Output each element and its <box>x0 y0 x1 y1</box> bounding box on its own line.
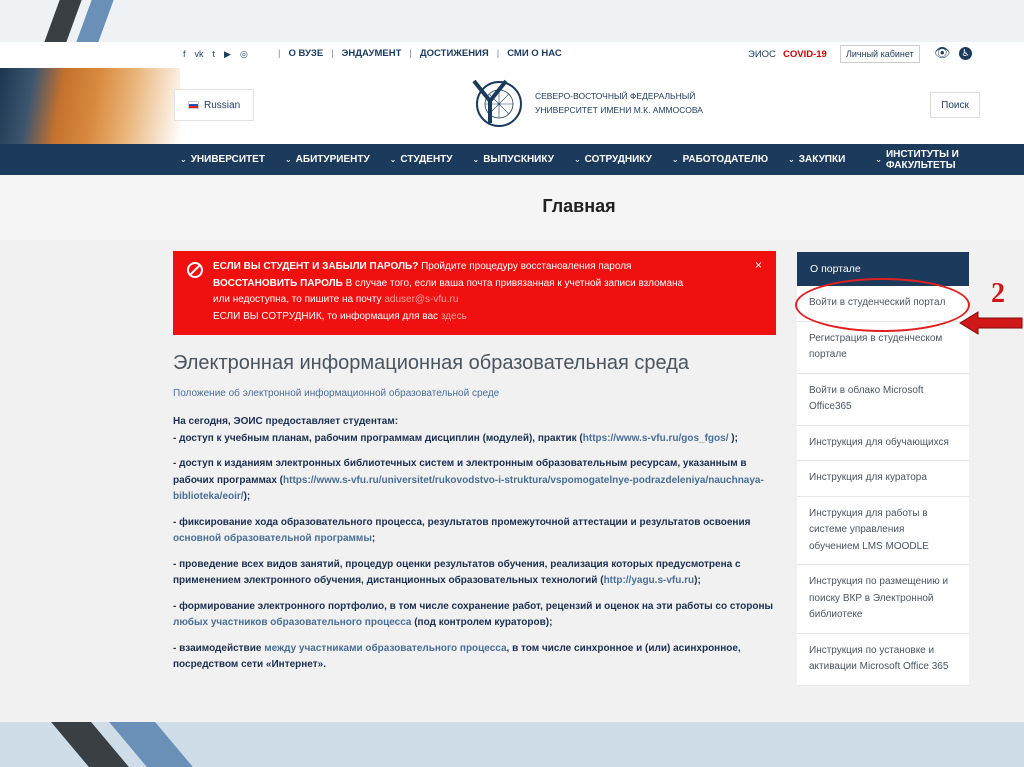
sidebar-item-moodle-guide[interactable]: Инструкция для работы в системе управления обучением LMS MOODLE <box>797 497 969 566</box>
section-title: Электронная информационная образовательная среда <box>173 352 690 374</box>
university-name[interactable] <box>535 89 703 117</box>
nav-label: АБИТУРИЕНТУ <box>295 154 370 165</box>
header-artwork <box>0 68 180 144</box>
chevron-down-icon: ⌄ <box>671 155 679 164</box>
nav-employer[interactable] <box>672 154 768 165</box>
participants-link[interactable]: любых участников образовательного процесса <box>173 617 412 628</box>
sidebar-item-vkr-guide[interactable]: Инструкция по размещению и поиску ВКР в Электронной библиотеке <box>797 565 969 634</box>
nav-applicant[interactable] <box>285 154 370 165</box>
search-button[interactable]: Поиск <box>930 92 980 118</box>
bullet-1 <box>173 414 778 447</box>
forbidden-icon <box>187 262 203 278</box>
password-alert <box>173 251 776 335</box>
bullet-4 <box>173 557 778 590</box>
university-name-line2: УНИВЕРСИТЕТ ИМЕНИ М.К. АММОСОВА <box>535 105 703 115</box>
accessibility-icon[interactable]: ♿ <box>959 47 972 60</box>
nav-student[interactable] <box>390 154 453 165</box>
page-title: Главная <box>542 196 616 216</box>
social-links <box>183 49 248 60</box>
between-participants-link[interactable]: между участниками образовательного процесса <box>264 642 507 654</box>
chevron-down-icon: ⌄ <box>788 155 795 164</box>
chevron-down-icon: ⌄ <box>180 155 187 164</box>
nav-label: УНИВЕРСИТЕТ <box>190 154 265 165</box>
nav-separator: | <box>409 48 412 59</box>
nav-label: ИНСТИТУТЫ И ФАКУЛЬТЕТЫ <box>885 148 959 171</box>
university-name-line1: СЕВЕРО-ВОСТОЧНЫЙ ФЕДЕРАЛЬНЫЙ <box>535 91 696 101</box>
site-header <box>0 68 1024 144</box>
nav-procurement[interactable] <box>788 154 845 165</box>
yagu-link[interactable]: http://yagu.s-vfu.ru <box>603 575 695 586</box>
chevron-down-icon: ⌄ <box>389 155 397 164</box>
regulation-link[interactable]: Положение об электронной информационной образовательной среде <box>173 388 500 399</box>
nav-separator: | <box>496 48 500 59</box>
alert-text: ЕСЛИ ВЫ СОТРУДНИК, то информация для вас <box>213 310 441 322</box>
eye-icon[interactable]: 👁 <box>934 45 951 60</box>
sidebar-item-curator-guide[interactable]: Инструкция для куратора <box>797 461 969 497</box>
gos-fgos-link[interactable]: https://www.s-vfu.ru/gos_fgos/ <box>582 432 729 444</box>
nav-university[interactable] <box>180 154 265 165</box>
language-selector[interactable] <box>174 89 254 121</box>
bullet-text: - формирование электронного портфолио, в том числе сохранение работ, рецензий и оценок на эти работы со стороны <box>173 600 774 612</box>
sidebar-item-office365-login[interactable]: Войти в облако Microsoft Office365 <box>797 374 969 426</box>
covid-link[interactable]: COVID-19 <box>783 49 827 60</box>
nav-label: ВЫПУСКНИКУ <box>483 154 554 165</box>
page-title-bar <box>0 175 1024 240</box>
sidebar-heading: О портале <box>797 252 969 286</box>
russia-flag-icon <box>188 101 199 109</box>
top-nav <box>278 48 562 59</box>
annotation-ellipse <box>795 278 970 332</box>
restore-password-link[interactable]: ВОССТАНОВИТЬ ПАРОЛЬ <box>213 277 343 289</box>
nav-label: СТУДЕНТУ <box>400 154 453 165</box>
eoir-link[interactable]: https://www.s-vfu.ru/universitet/rukovodstvo-i-struktura/vspomogatelnye-podrazdeleniya/nauchnaya-biblioteka/eoir/ <box>173 474 764 502</box>
sidebar-item-student-guide[interactable]: Инструкция для обучающихся <box>797 426 969 462</box>
facebook-icon[interactable]: f <box>183 49 186 59</box>
top-nav-about[interactable]: О ВУЗЕ <box>288 48 324 59</box>
bullet-2 <box>173 456 778 506</box>
eios-link[interactable]: ЭИОС <box>748 49 776 60</box>
bullet-text: - проведение всех видов занятий, процедур оценки результатов обучения, реализация которых предусмотрена с применением электронного обучения, дистанционных образовательных технологий ( <box>173 558 741 586</box>
employee-info-link[interactable]: здесь <box>440 310 467 322</box>
top-nav-media[interactable]: СМИ О НАС <box>507 48 562 59</box>
nav-label: СОТРУДНИКУ <box>584 154 652 165</box>
bullet-text-end: ; <box>371 533 376 544</box>
alert-line-2 <box>213 276 756 293</box>
alert-text: В случае того, если ваша почта привязанная к учетной записи взломана <box>342 277 684 289</box>
support-email-link[interactable]: aduser@s-vfu.ru <box>384 294 459 305</box>
sidebar-item-registration[interactable]: Регистрация в студенческом портале <box>797 322 969 374</box>
instagram-icon[interactable]: ◎ <box>239 49 248 59</box>
nav-label: РАБОТОДАТЕЛЮ <box>682 154 769 165</box>
sidebar-item-student-portal-login[interactable]: Войти в студенческий портал <box>797 286 969 322</box>
bullet-text-end: ); <box>243 491 251 502</box>
bullet-text: - доступ к учебным планам, рабочим программам дисциплин (модулей), практик ( <box>173 432 583 444</box>
alert-student-question: ЕСЛИ ВЫ СТУДЕНТ И ЗАБЫЛИ ПАРОЛЬ? <box>213 261 419 272</box>
alert-text: или недоступна, то пишите на почту <box>213 294 385 305</box>
top-bar <box>0 42 1024 68</box>
alert-line-4 <box>213 309 756 326</box>
bullet-text-end: ); <box>694 575 701 586</box>
nav-institutes[interactable] <box>875 149 1024 171</box>
chevron-down-icon: ⌄ <box>284 155 292 164</box>
university-logo-icon[interactable] <box>470 77 525 129</box>
bullet-6 <box>173 641 778 674</box>
bullet-text: - взаимодействие <box>173 642 265 654</box>
sidebar-item-office-install-guide[interactable]: Инструкция по установке и активации Microsoft Office 365 <box>797 634 969 686</box>
top-nav-achievements[interactable]: ДОСТИЖЕНИЯ <box>419 48 489 59</box>
main-program-link[interactable]: основной образовательной программы <box>173 533 372 544</box>
alert-text: Пройдите процедуру восстановления пароля <box>418 261 632 272</box>
main-nav <box>0 144 1024 175</box>
close-icon[interactable]: × <box>754 258 762 272</box>
language-label: Russian <box>204 99 241 111</box>
nav-label: ЗАКУПКИ <box>798 154 846 165</box>
twitter-icon[interactable]: t <box>212 49 216 59</box>
bullet-text: - фиксирование хода образовательного процесса, результатов промежуточной аттестации и результатов освоения <box>173 516 751 528</box>
vk-icon[interactable]: vk <box>194 49 204 59</box>
nav-employee[interactable] <box>574 154 652 165</box>
bullet-text-end: (под контролем кураторов); <box>411 617 553 628</box>
bullet-text: - доступ к изданиям электронных библиотечных систем и электронным образовательным ресурсам, указанным в рабочих программах ( <box>173 458 747 486</box>
alert-line-1 <box>213 259 756 276</box>
bullet-text-end: , в том числе синхронное и (или) асинхронное, посредством сети «Интернет». <box>173 642 741 670</box>
personal-cabinet-button[interactable]: Личный кабинет <box>840 45 920 63</box>
bullet-3 <box>173 515 778 548</box>
youtube-icon[interactable]: ▶ <box>224 49 231 59</box>
section-body <box>173 414 778 683</box>
chevron-down-icon: ⌄ <box>573 155 581 164</box>
bullet-text-end: ); <box>728 432 738 444</box>
nav-separator: | <box>331 48 334 59</box>
nav-separator: | <box>278 48 281 59</box>
alert-line-3 <box>213 292 756 309</box>
arrow-left-icon <box>958 310 1024 336</box>
website-screenshot <box>0 42 1024 722</box>
nav-graduate[interactable] <box>473 154 554 165</box>
annotation-number: 2 <box>991 278 1005 309</box>
intro-text: На сегодня, ЭОИС предоставляет студентам: <box>173 416 399 427</box>
chevron-down-icon: ⌄ <box>472 155 480 164</box>
slide-top-band <box>0 0 1024 42</box>
top-nav-endowment[interactable]: ЭНДАУМЕНТ <box>341 48 402 59</box>
chevron-down-icon: ⌄ <box>875 155 882 164</box>
bullet-5 <box>173 599 778 632</box>
